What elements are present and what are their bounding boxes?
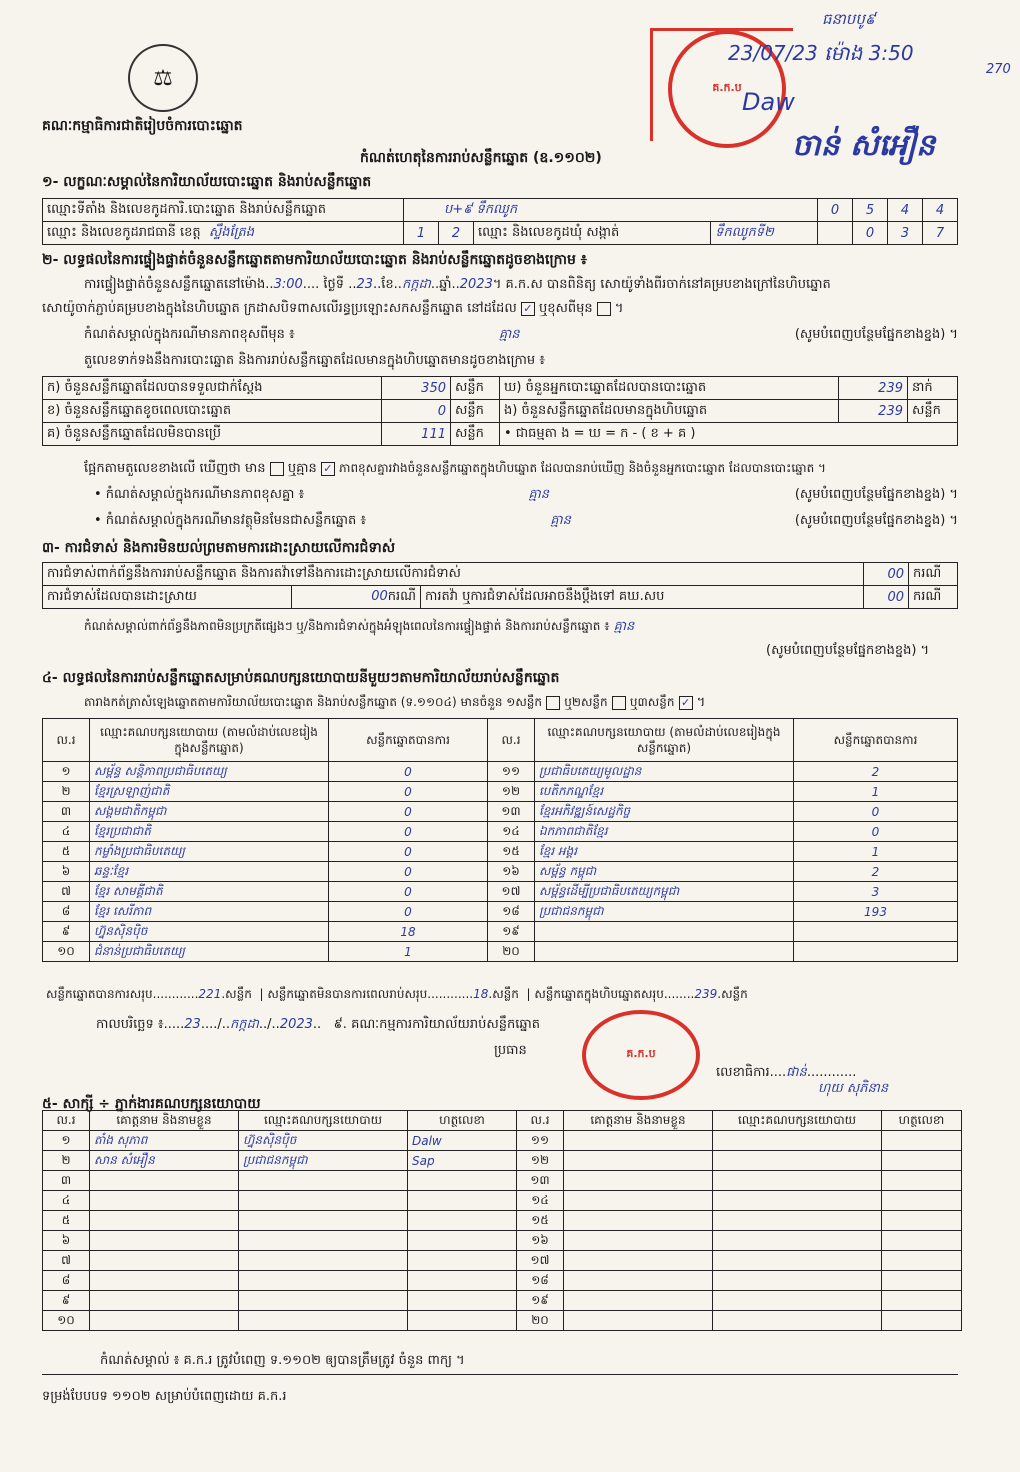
observer-name: តាំង សុភាព: [90, 1131, 239, 1151]
objection-unit: ករណី: [909, 563, 958, 586]
observer-name: [90, 1231, 239, 1251]
col-votes: សន្លឹកឆ្នោតបានការ: [794, 719, 958, 762]
objection-value: 00: [864, 563, 909, 586]
commune-label: ឈ្មោះ និងលេខកូដឃុំ សង្កាត់: [474, 222, 711, 245]
observer-number: ១៥: [517, 1211, 564, 1231]
party-number: ១៧: [488, 882, 535, 902]
resolved-value: 00ករណី: [292, 586, 421, 609]
party-name: ខ្មែរ អង្គរ: [535, 842, 794, 862]
observer-party: [239, 1271, 408, 1291]
observer-name: [90, 1211, 239, 1231]
observer-signature: Dalw: [408, 1131, 517, 1151]
national-emblem-icon: ⚖: [128, 44, 198, 112]
col-party: ឈ្មោះគណបក្សនយោបាយ: [713, 1111, 882, 1131]
col-no: ល.រ: [488, 719, 535, 762]
observer-number: ២: [43, 1151, 90, 1171]
table-row: [43, 842, 958, 862]
party-name: ខ្មែរស្រឡាញ់ជាតិ: [90, 782, 329, 802]
province-code-digit: 2: [439, 222, 474, 245]
party-name: សម្ព័ន្ធ កម្ពុជា: [535, 862, 794, 882]
province-label: ឈ្មោះ និងលេខកូដរាជធានី ខេត្ត ស្ទឹងត្រែង: [43, 222, 404, 245]
has-discrepancy-checkbox[interactable]: [270, 462, 284, 476]
observer-signature: [882, 1151, 962, 1171]
party-number: ២: [43, 782, 90, 802]
observer-signature: [882, 1311, 962, 1331]
observer-number: ៤: [43, 1191, 90, 1211]
party-number: ១៣: [488, 802, 535, 822]
observer-name: [564, 1191, 713, 1211]
col-name: គោត្តនាម និងនាមខ្លួន: [564, 1111, 713, 1131]
observer-signature: [408, 1231, 517, 1251]
figure-label: ឃ) ចំនួនអ្នកបោះឆ្នោតដែលបានបោះឆ្នោត: [500, 377, 839, 400]
party-votes: 18: [329, 922, 488, 942]
secretary-line: លេខាធិការ....ផាន់............: [716, 1065, 857, 1080]
observer-party: [239, 1211, 408, 1231]
observer-name: [90, 1191, 239, 1211]
party-name: សង្គមជាតិកម្ពុជា: [90, 802, 329, 822]
observer-signature: Sap: [408, 1151, 517, 1171]
party-number: ១១: [488, 762, 535, 782]
discrepancy-note: • កំណត់សម្គាល់ក្នុងករណីមានភាពខុសគ្នា ៖ គ្មាន (សូមបំពេញបន្ថែមផ្នែកខាងខ្នង) ។: [94, 487, 958, 502]
party-votes: 0: [794, 802, 958, 822]
observer-signature: [882, 1251, 962, 1271]
verification-line: ការផ្ទៀងផ្ទាត់ចំនួនសន្លឹកឆ្នោតនៅម៉ោង..3:00.... ថ្ងៃទី ..23..ខែ..កក្កដា..ឆ្នាំ..2023។ គ.ក.ស បានពិនិត្យ សោយ៉ូទាំងពីរចាក់នៅគម្របខាងក្រៅនៃហិបឆ្នោត: [84, 277, 831, 292]
observer-party: [713, 1211, 882, 1231]
handwritten-top-note: ធនាបបូ៩: [822, 10, 876, 28]
observer-party: [713, 1171, 882, 1191]
total-valid: 221: [198, 987, 222, 1001]
party-name: [535, 922, 794, 942]
table-row: [43, 1251, 962, 1271]
secretary-name: ហុយ សុភិនាន: [818, 1081, 889, 1096]
sheet-count-line: តារាងកត់ត្រាសំឡេងឆ្នោតតាមការិយាល័យបោះឆ្នោត និងរាប់សន្លឹកឆ្នោត (ទ.១១០៤) មានចំនួន ១សន្លឹក ឬ២សន្លឹក ឬ៣សន្លឹក ✓ ។: [84, 695, 706, 710]
party-name: ប្រជាជនកម្ពុជា: [535, 902, 794, 922]
observer-signature: [408, 1311, 517, 1331]
col-no: ល.រ: [517, 1111, 564, 1131]
observer-signature: [408, 1271, 517, 1291]
observer-party: [713, 1251, 882, 1271]
organization-name: គណៈកម្មាធិការជាតិរៀបចំការបោះឆ្នោត: [42, 118, 243, 134]
col-name: គោត្តនាម និងនាមខ្លួន: [90, 1111, 239, 1131]
observer-signature: [882, 1171, 962, 1191]
party-name: ខ្មែរប្រជាជាតិ: [90, 822, 329, 842]
party-name: [535, 942, 794, 962]
observer-number: ១០: [43, 1311, 90, 1331]
table-row: [43, 822, 958, 842]
figure-value: 0: [382, 400, 451, 423]
appeal-unit: ករណី: [909, 586, 958, 609]
party-votes: [794, 922, 958, 942]
appeal-value: 00: [864, 586, 909, 609]
section1-heading: ១- លក្ខណៈសម្គាល់នៃការិយាល័យបោះឆ្នោត និងរាប់សន្លឹកឆ្នោត: [42, 174, 372, 190]
figure-value: 239: [839, 400, 908, 423]
table-row: [43, 922, 958, 942]
figure-unit: សន្លឹក: [908, 400, 958, 423]
observer-name: [564, 1251, 713, 1271]
observer-name: សាន សំអឿន: [90, 1151, 239, 1171]
appeal-label: ការតវ៉ា ឬការជំទាស់ដែលអាចនឹងប្តឹងទៅ គឃ.សប: [421, 586, 864, 609]
party-number: ៩: [43, 922, 90, 942]
table-row: [43, 1211, 962, 1231]
location-value: ប+៩ ទឹកឈូក: [404, 199, 818, 222]
observer-party: [239, 1311, 408, 1331]
observer-name: [564, 1311, 713, 1331]
observer-number: ១៩: [517, 1291, 564, 1311]
party-votes: 0: [329, 822, 488, 842]
observer-name: [90, 1311, 239, 1331]
resolved-label: ការជំទាស់ដែលបានដោះស្រាយ: [43, 586, 292, 609]
observer-signature: [408, 1191, 517, 1211]
party-votes: 0: [329, 762, 488, 782]
party-votes: 0: [329, 842, 488, 862]
party-number: ៤: [43, 822, 90, 842]
table-row: [43, 882, 958, 902]
section2-heading: ២- លទ្ធផលនៃការផ្ទៀងផ្ទាត់ចំនួនសន្លឹកឆ្នោតតាមការិយាល័យបោះឆ្នោត និងរាប់សន្លឹកឆ្នោតដូចខាងក្រោម ៖: [42, 252, 587, 268]
observer-party: [239, 1231, 408, 1251]
location-label: ឈ្មោះទីតាំង និងលេខកូដការិ.បោះឆ្នោត និងរាប់សន្លឹកឆ្នោត: [43, 199, 404, 222]
party-number: ១២: [488, 782, 535, 802]
observer-name: [90, 1271, 239, 1291]
handwritten-signature: Daw: [742, 88, 795, 116]
observer-party: [239, 1171, 408, 1191]
party-number: ១៩: [488, 922, 535, 942]
same-checkbox[interactable]: ✓: [521, 302, 535, 316]
observer-number: ១៣: [517, 1171, 564, 1191]
table-row: [43, 1171, 962, 1191]
party-number: ៣: [43, 802, 90, 822]
figure-label: ខ) ចំនួនសន្លឹកឆ្នោតខូចពេលបោះឆ្នោត: [43, 400, 382, 423]
observer-party: [239, 1191, 408, 1211]
party-name: ឯកភាពជាតិខ្មែរ: [535, 822, 794, 842]
figure-unit: សន្លឹក: [451, 400, 500, 423]
observer-number: ១៤: [517, 1191, 564, 1211]
observer-signature: [408, 1211, 517, 1231]
observer-name: [564, 1231, 713, 1251]
party-number: ៧: [43, 882, 90, 902]
table-row: [43, 902, 958, 922]
section5-heading: ៥- សាក្សី ÷ ភ្នាក់ងារគណបក្សនយោបាយ: [42, 1096, 261, 1112]
observer-name: [90, 1251, 239, 1271]
col-no: ល.រ: [43, 719, 90, 762]
party-votes: 2: [794, 762, 958, 782]
table-row: [43, 1191, 962, 1211]
figure-label: គ) ចំនួនសន្លឹកឆ្នោតដែលមិនបានប្រើ: [43, 423, 382, 446]
no-discrepancy-checkbox[interactable]: ✓: [321, 462, 335, 476]
observer-party: [713, 1291, 882, 1311]
party-name: បេតិកភណ្ឌខ្មែរ: [535, 782, 794, 802]
party-name: សម្ព័ន្ធដើម្បីប្រជាធិបតេយ្យកម្ពុជា: [535, 882, 794, 902]
figure-unit: សន្លឹក: [451, 377, 500, 400]
official-stamp-top: គ.ក.ប: [668, 30, 786, 148]
commune-value: ទឹកឈូកទី២: [711, 222, 818, 245]
figures-intro: តួលេខទាក់ទងនឹងការបោះឆ្នោត និងការរាប់សន្លឹកឆ្នោតដែលមានក្នុងហិបឆ្នោតមានដូចខាងក្រោម ៖: [84, 353, 545, 368]
party-number: ១៤: [488, 822, 535, 842]
party-name: ខ្មែរ សេរីភាព: [90, 902, 329, 922]
objection-label: ការជំទាស់ពាក់ព័ន្ធនឹងការរាប់សន្លឹកឆ្នោត និងការតវ៉ាទៅនឹងការដោះស្រាយលើការជំទាស់: [43, 563, 864, 586]
difference-note-line: កំណត់សម្គាល់ក្នុងករណីមានភាពខុសពីមុន ៖ គ្មាន (សូមបំពេញបន្ថែមផ្នែកខាងខ្នង) ។: [84, 327, 958, 342]
observer-party: [713, 1271, 882, 1291]
table-row: [43, 1151, 962, 1171]
footnote: កំណត់សម្គាល់ ៖ គ.ក.រ ត្រូវបំពេញ ទ.១១០២ ឲ្យបានត្រឹមត្រូវ ចំនួន ពាក្យ ។: [100, 1353, 465, 1368]
figure-value: 239: [839, 377, 908, 400]
figure-value: 350: [382, 377, 451, 400]
observer-party: [239, 1251, 408, 1271]
formula: • ជាធម្មតា ង = ឃ = ក - ( ខ + គ ): [500, 423, 958, 446]
party-votes: 0: [329, 882, 488, 902]
party-name: ខ្មែរ សាមគ្គីជាតិ: [90, 882, 329, 902]
handwritten-ref: 270: [986, 62, 1011, 77]
observer-signature: [408, 1171, 517, 1191]
party-number: ៦: [43, 862, 90, 882]
table-row: [43, 942, 958, 962]
col-party: ឈ្មោះគណបក្សនយោបាយ (តាមលំដាប់លេខរៀងក្នុងសន្លឹកឆ្នោត): [90, 719, 329, 762]
party-number: ៥: [43, 842, 90, 862]
col-party: ឈ្មោះគណបក្សនយោបាយ (តាមលំដាប់លេខរៀងក្នុងសន្លឹកឆ្នោត): [535, 719, 794, 762]
commune-code-digit: 3: [888, 222, 923, 245]
observer-name: [90, 1291, 239, 1311]
observer-party: [713, 1131, 882, 1151]
location-code-digit: 5: [853, 199, 888, 222]
party-votes: 193: [794, 902, 958, 922]
document-title: កំណត់ហេតុនៃការរាប់សន្លឹកឆ្នោត (ឧ.១១០២): [360, 150, 602, 166]
observer-number: ១២: [517, 1151, 564, 1171]
irregularity-note: កំណត់សម្គាល់ពាក់ព័ន្ធនឹងភាពមិនប្រក្រតីផ្សេងៗ ឬ/និងការជំទាស់ក្នុងអំឡុងពេលនៃការផ្ទៀងផ្ទាត់ និងការរាប់សន្លឹកឆ្នោត ៖ គ្មាន: [84, 619, 635, 634]
figures-table: [42, 376, 958, 446]
two-sheet-checkbox[interactable]: [612, 696, 626, 710]
party-number: ១៨: [488, 902, 535, 922]
observer-number: ១: [43, 1131, 90, 1151]
three-sheet-checkbox[interactable]: ✓: [679, 696, 693, 710]
location-code-digit: 0: [818, 199, 853, 222]
location-code-digit: 4: [888, 199, 923, 222]
party-name: ប្រជាធិបតេយ្យមូលដ្ឋាន: [535, 762, 794, 782]
table-row: [43, 1291, 962, 1311]
location-code-digit: 4: [923, 199, 958, 222]
table-row: [43, 862, 958, 882]
commune-code-digit: 0: [853, 222, 888, 245]
divider: [42, 1374, 958, 1375]
observer-name: [564, 1171, 713, 1191]
party-name: ជំនាន់ប្រជាធិបតេយ្យ: [90, 942, 329, 962]
observer-number: ១១: [517, 1131, 564, 1151]
observers-table: [42, 1110, 962, 1331]
observer-signature: [882, 1211, 962, 1231]
table-row: [43, 1271, 962, 1291]
party-votes: 1: [794, 842, 958, 862]
changed-checkbox[interactable]: [597, 302, 611, 316]
province-value: ស្ទឹងត្រែង: [208, 224, 255, 240]
party-results-table: [42, 718, 958, 962]
seal-line: សោយ៉ូចាក់ភ្ជាប់គម្របខាងក្នុងនៃហិបឆ្នោត ក្រដាសបិទពាសលើរន្ធប្រឡោះសកសន្លឹកឆ្នោត នៅដដែល ✓ ឬខុសពីមុន ។: [42, 301, 624, 316]
observer-number: ២០: [517, 1311, 564, 1331]
observer-name: [564, 1211, 713, 1231]
observer-number: ៣: [43, 1171, 90, 1191]
observer-name: [564, 1271, 713, 1291]
observer-signature: [882, 1271, 962, 1291]
observer-signature: [882, 1291, 962, 1311]
col-sign: ហត្ថលេខា: [882, 1111, 962, 1131]
party-votes: 3: [794, 882, 958, 902]
observer-party: [713, 1231, 882, 1251]
party-name: ហ្វ៊ុនស៊ិនប៉ិច: [90, 922, 329, 942]
secretary-signature: ផាន់: [786, 1065, 807, 1080]
observer-signature: [882, 1191, 962, 1211]
observer-name: [564, 1151, 713, 1171]
chair-label: ប្រធាន: [494, 1043, 527, 1058]
observer-party: [239, 1291, 408, 1311]
table-row: [43, 782, 958, 802]
observer-name: [90, 1171, 239, 1191]
figure-unit: នាក់: [908, 377, 958, 400]
observer-number: ៥: [43, 1211, 90, 1231]
observer-number: ៨: [43, 1271, 90, 1291]
discrepancy-line: ផ្អែកតាមតួលេខខាងលើ ឃើញថា មាន ឬគ្មាន ✓ ភាពខុសគ្នារវាងចំនួនសន្លឹកឆ្នោតក្នុងហិបឆ្នោត ដែលបានរាប់ឃើញ និងចំនួនអ្នកបោះឆ្នោត ដែលបានបោះឆ្នោត ។: [84, 461, 826, 476]
observer-number: ១៧: [517, 1251, 564, 1271]
totals-line: សន្លឹកឆ្នោតបានការសរុប............221.សន្លឹក | សន្លឹកឆ្នោតមិនបានការពេលរាប់សរុប............18.សន្លឹក | សន្លឹកឆ្នោតក្នុងហិបឆ្នោតសរុប........239.សន្លឹក: [46, 987, 748, 1001]
observer-name: [564, 1131, 713, 1151]
objections-table: [42, 562, 958, 609]
foreign-object-note: • កំណត់សម្គាល់ក្នុងករណីមានវត្ថុមិនមែនជាសន្លឹកឆ្នោត ៖ គ្មាន (សូមបំពេញបន្ថែមផ្នែកខាងខ្នង) ។: [94, 513, 958, 528]
observer-party: [713, 1191, 882, 1211]
irregularity-note-extra: (សូមបំពេញបន្ថែមផ្នែកខាងខ្នង) ។: [766, 643, 930, 658]
party-number: ១៦: [488, 862, 535, 882]
section4-heading: ៤- លទ្ធផលនៃការរាប់សន្លឹកឆ្នោតសម្រាប់គណបក្សនយោបាយនីមួយៗតាមការិយាល័យរាប់សន្លឹកឆ្នោត: [42, 670, 560, 686]
official-stamp-bottom: គ.ក.ប: [582, 1010, 700, 1100]
observer-number: ៧: [43, 1251, 90, 1271]
table-row: [43, 762, 958, 782]
observer-signature: [882, 1131, 962, 1151]
section3-heading: ៣- ការជំទាស់ និងការមិនយល់ព្រមតាមការដោះស្រាយលើការជំទាស់: [42, 540, 396, 556]
observer-party: [713, 1151, 882, 1171]
observer-party: ហ្វ៊ុនស៊ិនប៉ិច: [239, 1131, 408, 1151]
figure-unit: សន្លឹក: [451, 423, 500, 446]
figure-label: ង) ចំនួនសន្លឹកឆ្នោតដែលមានក្នុងហិបឆ្នោត: [500, 400, 839, 423]
col-no: ល.រ: [43, 1111, 90, 1131]
form-footer: ទម្រង់បែបបទ ១១០២ សម្រាប់បំពេញដោយ គ.ក.រ: [42, 1389, 287, 1404]
figure-value: 111: [382, 423, 451, 446]
observer-signature: [408, 1251, 517, 1271]
party-votes: 0: [794, 822, 958, 842]
observer-signature: [882, 1231, 962, 1251]
observer-number: ៩: [43, 1291, 90, 1311]
observer-party: [713, 1311, 882, 1331]
party-votes: 0: [329, 782, 488, 802]
table-row: [43, 1311, 962, 1331]
table-row: [43, 802, 958, 822]
handwritten-receipt-date: 23/07/23 ម៉ោង 3:50: [728, 41, 914, 65]
observer-number: ១៨: [517, 1271, 564, 1291]
handwritten-official-name: ចាន់ សំអឿន: [792, 128, 936, 163]
province-code-digit: 1: [404, 222, 439, 245]
party-name: កម្លាំងប្រជាធិបតេយ្យ: [90, 842, 329, 862]
party-number: ២០: [488, 942, 535, 962]
col-sign: ហត្ថលេខា: [408, 1111, 517, 1131]
party-number: ៨: [43, 902, 90, 922]
party-votes: 0: [329, 862, 488, 882]
total-invalid: 18: [473, 987, 489, 1001]
party-name: ខ្មែរអភិវឌ្ឍន៍សេដ្ឋកិច្ច: [535, 802, 794, 822]
party-votes: 1: [329, 942, 488, 962]
party-votes: 0: [329, 902, 488, 922]
party-name: សម្ព័ន្ធ សន្តិភាពប្រជាធិបតេយ្យ: [90, 762, 329, 782]
observer-number: ៦: [43, 1231, 90, 1251]
committee-label: ៩. គណៈកម្មការការិយាល័យរាប់សន្លឹកឆ្នោត: [333, 1017, 541, 1032]
figure-label: ក) ចំនួនសន្លឹកឆ្នោតដែលបានទទួលជាក់ស្តែង: [43, 377, 382, 400]
party-votes: 1: [794, 782, 958, 802]
observer-name: [564, 1291, 713, 1311]
total-ballots: 239: [694, 987, 718, 1001]
table-row: [43, 1131, 962, 1151]
col-votes: សន្លឹកឆ្នោតបានការ: [329, 719, 488, 762]
observer-number: ១៦: [517, 1231, 564, 1251]
party-votes: [794, 942, 958, 962]
party-number: ១០: [43, 942, 90, 962]
party-votes: 2: [794, 862, 958, 882]
one-sheet-checkbox[interactable]: [546, 696, 560, 710]
party-number: ១: [43, 762, 90, 782]
table-row: [43, 1231, 962, 1251]
party-votes: 0: [329, 802, 488, 822]
commune-code-blank: [818, 222, 853, 245]
party-name: ឆន្ទៈខ្មែរ: [90, 862, 329, 882]
col-party: ឈ្មោះគណបក្សនយោបាយ: [239, 1111, 408, 1131]
section1-table: [42, 198, 958, 245]
commune-code-digit: 7: [923, 222, 958, 245]
party-number: ១៥: [488, 842, 535, 862]
date-line: កាលបរិច្ឆេទ ៖.....23..../..កក្កដា../..2023.. ៩. គណៈកម្មការការិយាល័យរាប់សន្លឹកឆ្នោត: [96, 1017, 541, 1032]
observer-signature: [408, 1291, 517, 1311]
observer-party: ប្រជាជនកម្ពុជា: [239, 1151, 408, 1171]
